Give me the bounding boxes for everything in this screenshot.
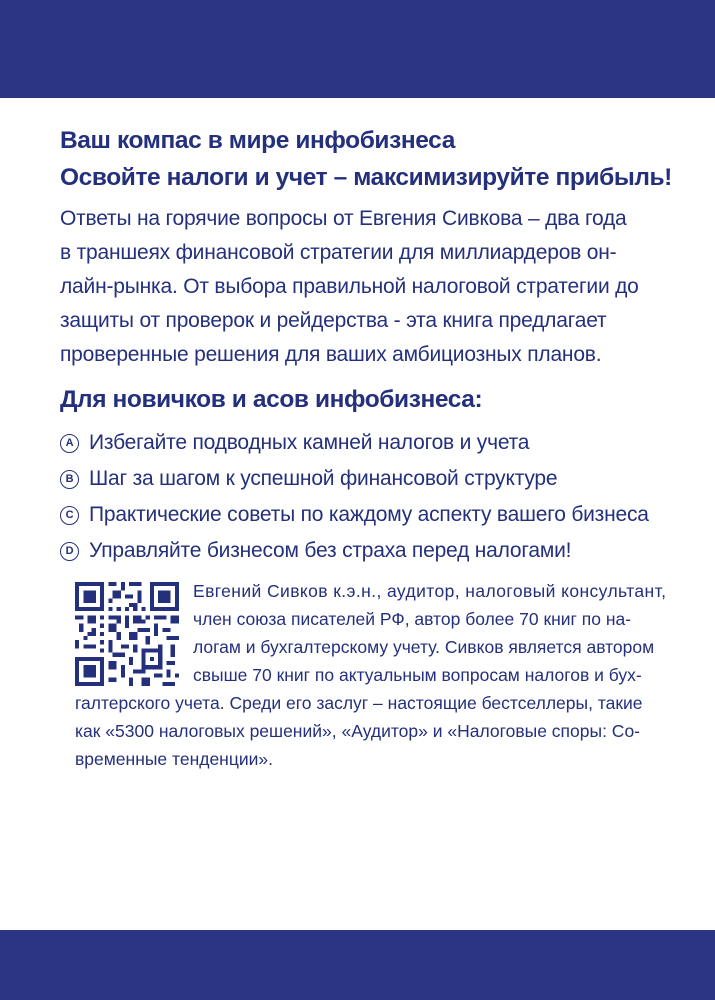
intro-paragraph: [60, 202, 700, 372]
intro-line: проверенные решения для ваших амбициозных планов.: [60, 343, 602, 366]
list-item-text: Шаг за шагом к успешной финансовой структуре: [89, 467, 558, 490]
intro-line: Ответы на горячие вопросы от Евгения Сивкова – два года: [60, 207, 627, 230]
author-bio-line: Евгений Сивков к.э.н., аудитор, налоговый консультант,: [193, 581, 667, 601]
list-item-text: Управляйте бизнесом без страха перед налогами!: [89, 539, 572, 562]
circled-letter-c-icon: C: [60, 506, 79, 525]
author-bio: [75, 577, 700, 773]
top-color-band: [0, 0, 715, 98]
author-bio-line: как «5300 налоговых решений», «Аудитор» и «Налоговые споры: Со-: [75, 721, 640, 741]
bottom-color-band: [0, 930, 715, 1000]
circled-letter-a-icon: A: [60, 434, 79, 453]
audience-heading: Для новичков и асов инфобизнеса:: [60, 386, 483, 413]
headline-line-2: Освойте налоги и учет – максимизируйте прибыль!: [60, 164, 672, 191]
author-bio-line: логам и бухгалтерскому учету. Сивков является автором: [193, 637, 655, 657]
list-item-text: Избегайте подводных камней налогов и учета: [89, 431, 530, 454]
author-bio-line: свыше 70 книг по актуальным вопросам налогов и бух-: [193, 665, 642, 685]
headline: [60, 122, 700, 196]
intro-line: лайн-рынка. От выбора правильной налоговой стратегии до: [60, 275, 639, 298]
list-item: [60, 497, 710, 533]
intro-line: в траншеях финансовой стратегии для миллиардеров он-: [60, 241, 617, 264]
author-bio-line: галтерского учета. Среди его заслуг – настоящие бестселлеры, такие: [75, 693, 643, 713]
headline-line-1: Ваш компас в мире инфобизнеса: [60, 127, 455, 154]
intro-line: защиты от проверок и рейдерства - эта книга предлагает: [60, 309, 607, 332]
list-item: [60, 461, 710, 497]
circled-letter-b-icon: B: [60, 470, 79, 489]
list-item: [60, 533, 710, 569]
author-bio-line: член союза писателей РФ, автор более 70 книг по на-: [193, 609, 632, 629]
list-item-text: Практические советы по каждому аспекту вашего бизнеса: [89, 503, 649, 526]
list-item: [60, 425, 710, 461]
author-bio-line: временные тенденции».: [75, 749, 274, 769]
circled-letter-d-icon: D: [60, 542, 79, 561]
audience-list: [60, 425, 710, 569]
